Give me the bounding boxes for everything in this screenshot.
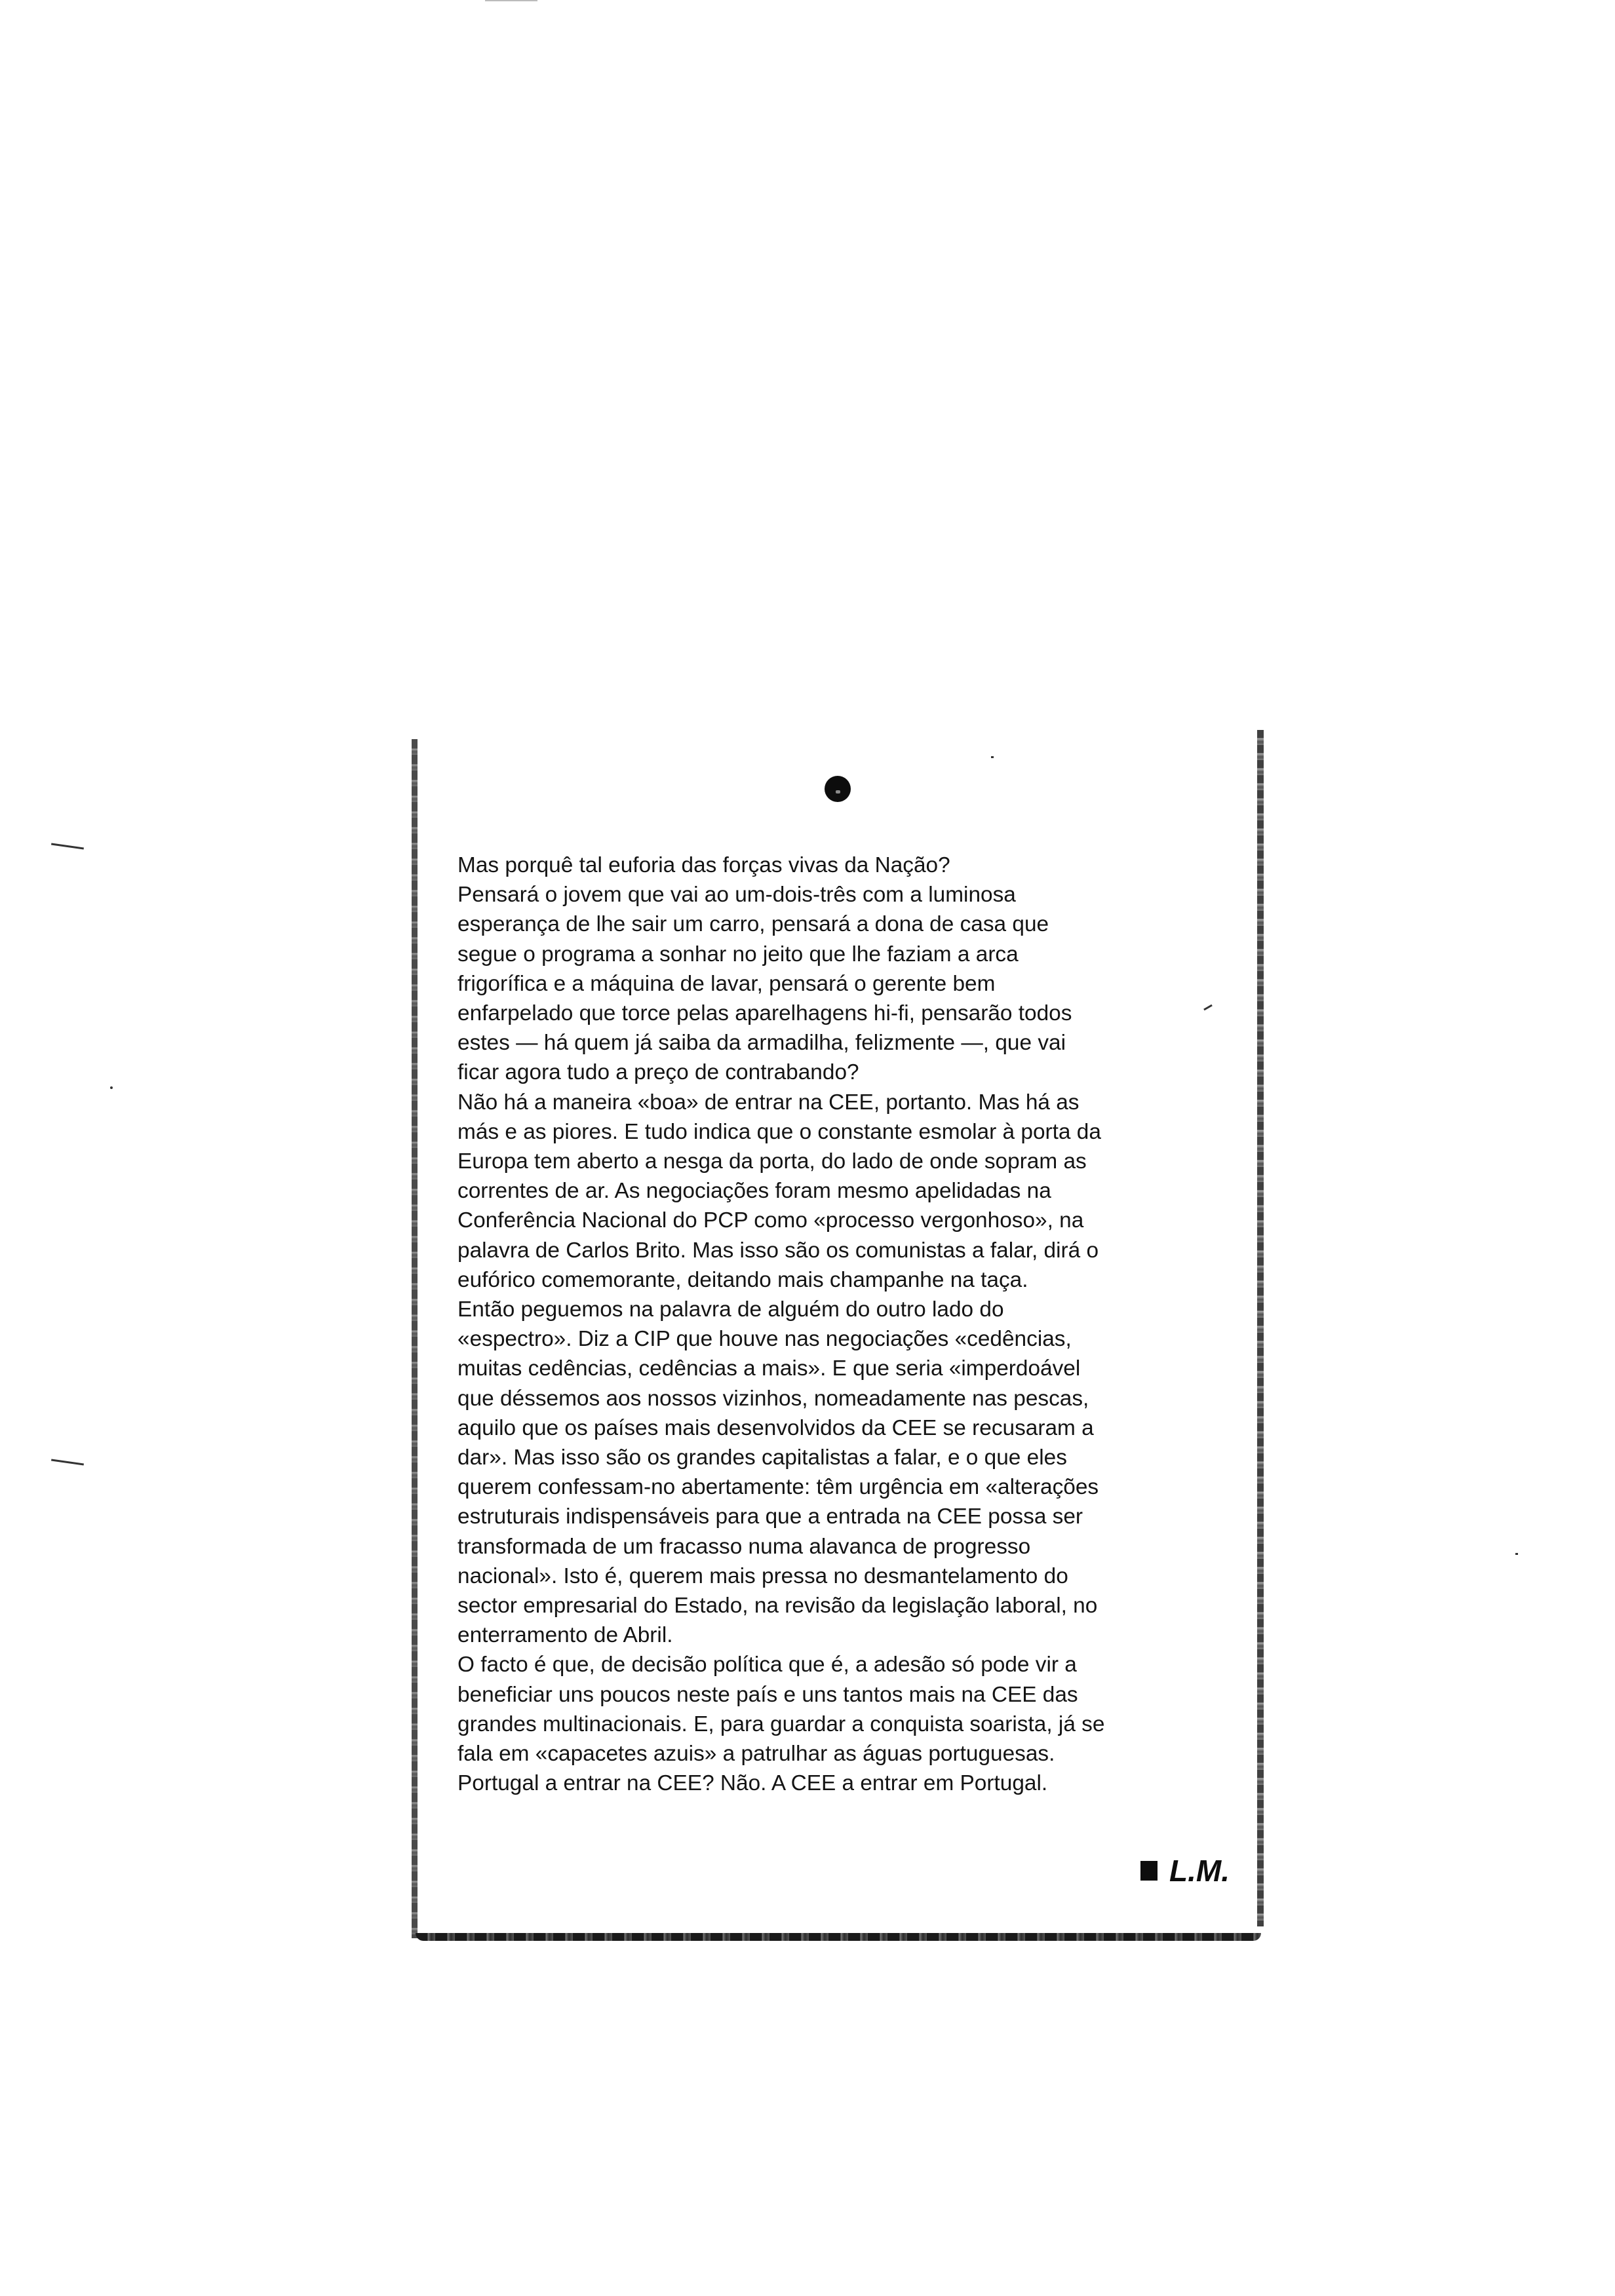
article-line: estruturais indispensáveis para que a entrada na CEE possa ser [457,1504,1083,1529]
article-line: palavra de Carlos Brito. Mas isso são os comunistas a falar, dirá o [457,1238,1099,1263]
article-line: estes — há quem já saiba da armadilha, felizmente —, que vai [457,1031,1066,1056]
article-line: Não há a maneira «boa» de entrar na CEE, portanto. Mas há as [457,1090,1080,1115]
scan-mark [51,1459,84,1466]
article-line: que déssemos aos nossos vizinhos, nomeadamente nas pescas, [457,1386,1089,1411]
article-line: ficar agora tudo a preço de contrabando? [457,1060,859,1085]
article-line: eufórico comemorante, deitando mais champanhe na taça. [457,1267,1028,1292]
article-line: Europa tem aberto a nesga da porta, do lado de onde sopram as [457,1149,1087,1174]
frame-bottom-border [416,1933,1261,1941]
article-line: aquilo que os países mais desenvolvidos da CEE se recusaram a [457,1415,1094,1440]
article-line: Portugal a entrar na CEE? Não. A CEE a entrar em Portugal. [457,1771,1048,1796]
article-line: enfarpelado que torce pelas aparelhagens hi-fi, pensarão todos [457,1001,1072,1026]
article-line: Pensará o jovem que vai ao um-dois-três com a luminosa [457,883,1016,908]
end-mark-icon [1140,1861,1158,1881]
frame-left-border [412,739,418,1938]
article-body [457,851,1231,1799]
article-line: beneficiar uns poucos neste país e uns tantos mais na CEE das [457,1682,1078,1707]
article-line: fala em «capacetes azuis» a patrulhar as águas portuguesas. [457,1742,1055,1767]
article-line: esperança de lhe sair um carro, pensará a dona de casa que [457,912,1049,937]
frame-right-border [1257,730,1264,1926]
article-line: dar». Mas isso são os grandes capitalistas a falar, e o que eles [457,1445,1067,1470]
article-frame [412,739,1264,1941]
article-line: frigorífica e a máquina de lavar, pensará o gerente bem [457,971,996,996]
scan-mark [110,1086,113,1089]
scan-mark [485,0,537,1]
article-line: enterramento de Abril. [457,1623,673,1648]
article-line: correntes de ar. As negociações foram mesmo apelidadas na [457,1179,1051,1204]
author-initials: L.M. [1169,1854,1230,1888]
article-line: nacional». Isto é, querem mais pressa no desmantelamento do [457,1563,1068,1588]
article-line: muitas cedências, cedências a mais». E que seria «imperdoável [457,1356,1081,1381]
author-signature [1140,1853,1230,1888]
article-line: transformada de um fracasso numa alavanca de progresso [457,1534,1031,1559]
article-line: Então peguemos na palavra de alguém do outro lado do [457,1297,1004,1322]
article-line: Mas porquê tal euforia das forças vivas da Nação? [457,853,950,877]
article-line: más e as piores. E tudo indica que o constante esmolar à porta da [457,1119,1101,1144]
article-line: grandes multinacionais. E, para guardar a conquista soarista, já se [457,1712,1105,1736]
article-line: «espectro». Diz a CIP que houve nas negociações «cedências, [457,1327,1072,1352]
article-line: segue o programa a sonhar no jeito que lhe faziam a arca [457,942,1019,966]
scan-mark [1515,1553,1518,1555]
article-line: querem confessam-no abertamente: têm urgência em «alterações [457,1475,1099,1500]
scan-mark [51,843,84,850]
article-line: sector empresarial do Estado, na revisão da legislação laboral, no [457,1594,1098,1618]
section-bullet-icon [825,776,851,802]
article-line: O facto é que, de decisão política que é, a adesão só pode vir a [457,1653,1077,1677]
article-line: Conferência Nacional do PCP como «processo vergonhoso», na [457,1208,1084,1233]
